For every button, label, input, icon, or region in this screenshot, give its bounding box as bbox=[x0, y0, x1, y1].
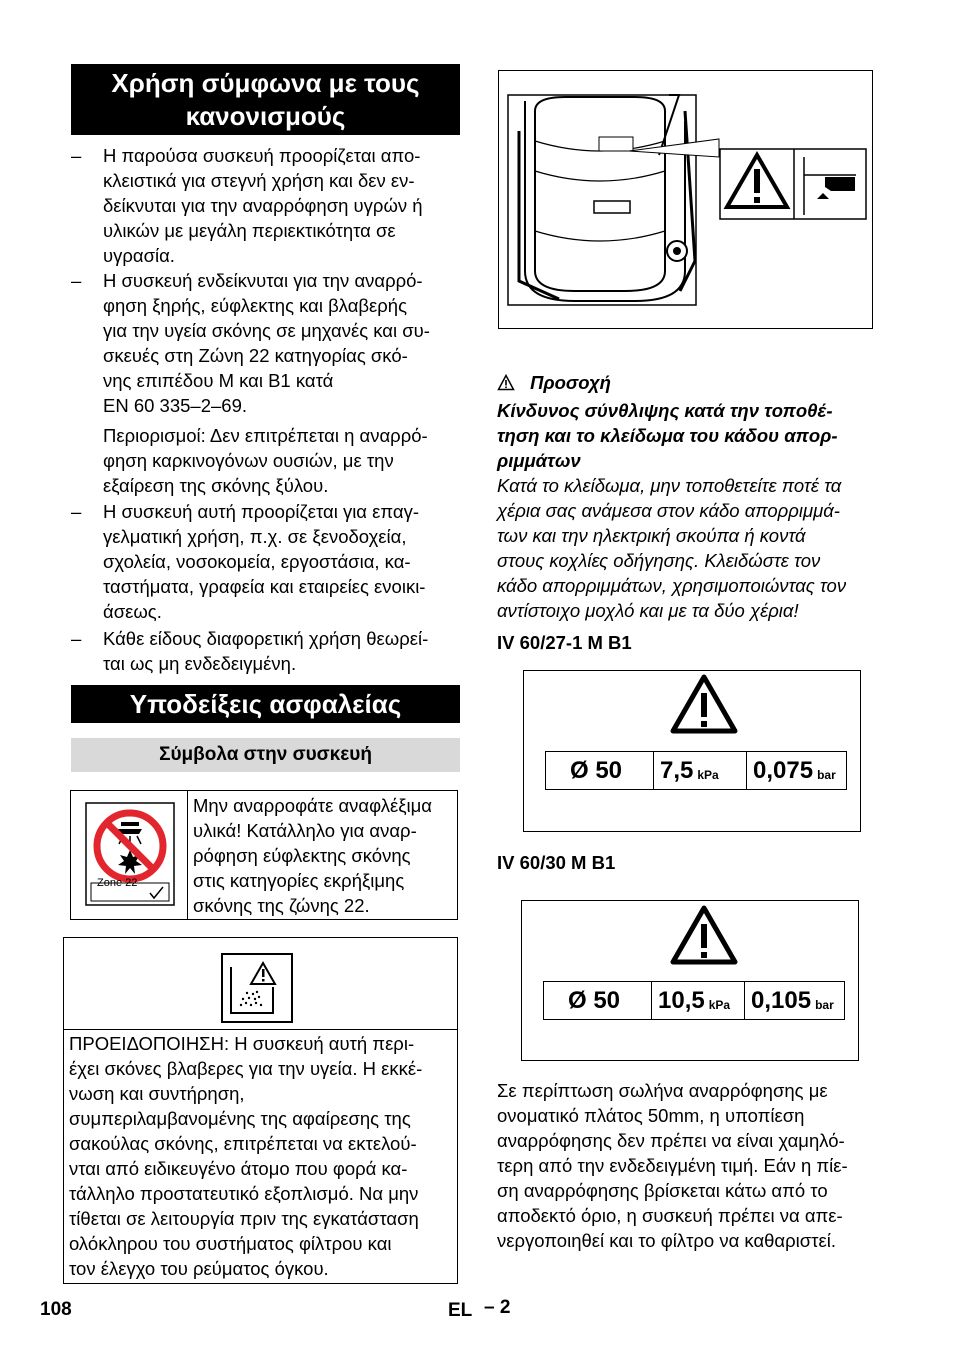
text-line: φηση καρκινογόνων ουσιών, με την bbox=[103, 450, 394, 471]
list-dash: – bbox=[71, 270, 82, 291]
page-number: 108 bbox=[40, 1299, 72, 1320]
warning-text bbox=[69, 1031, 457, 1281]
text-line: υλικών με μεγάλη περιεκτικότητα σε bbox=[103, 220, 396, 241]
warning-triangle-icon bbox=[497, 372, 517, 397]
text-line: συμπεριλαμβανομένης της αφαίρεσης της bbox=[69, 1108, 411, 1129]
text-line: ριμμάτων bbox=[497, 450, 581, 471]
model-2-label bbox=[521, 900, 859, 1061]
heading-intended-use bbox=[71, 64, 460, 135]
text-line: Η συσκευή αυτή προορίζεται για επαγ- bbox=[103, 501, 419, 522]
caution-subtitle bbox=[497, 398, 887, 473]
bin-locking-illustration bbox=[498, 70, 873, 329]
text-line: τίθεται σε λειτουργία πριν της εγκατάσταση bbox=[69, 1208, 419, 1229]
list-item bbox=[71, 268, 466, 418]
list-item bbox=[71, 626, 466, 676]
language-code: EL bbox=[448, 1300, 473, 1321]
caution-heading bbox=[497, 370, 611, 397]
model-1-kpa: 7,5 kPa bbox=[654, 752, 747, 789]
text-line: για την υγεία σκόνης σε μηχανές και συ- bbox=[103, 320, 430, 341]
list-item-text bbox=[103, 626, 468, 676]
subheading-device-symbols: Σύμβολα στην συσκευή bbox=[71, 738, 460, 772]
symbol-description bbox=[193, 793, 455, 918]
text-line: Κίνδυνος σύνθλιψης κατά την τοποθέ- bbox=[497, 400, 833, 421]
model-2-bar: 0,105 bar bbox=[751, 986, 834, 1014]
page-sub-number: – 2 bbox=[484, 1297, 511, 1318]
model-1-name: IV 60/27-1 M B1 bbox=[497, 632, 632, 653]
text-line: υγρασία. bbox=[103, 245, 175, 266]
text-line: Περιορισμοί: Δεν επιτρέπεται η αναρρό- bbox=[103, 425, 428, 446]
text-line: εξαίρεση της σκόνης ξύλου. bbox=[103, 475, 329, 496]
text-line: φηση ξηρής, εύφλεκτης και βλαβερής bbox=[103, 295, 408, 316]
list-item-text bbox=[103, 268, 468, 418]
warning-triangle-icon bbox=[668, 673, 740, 737]
warning-box bbox=[63, 937, 458, 1284]
model-1-bar: 0,075 bar bbox=[753, 756, 836, 784]
list-item-text bbox=[103, 423, 468, 498]
text-line: Μην αναρροφάτε αναφλέξιμα bbox=[193, 795, 432, 816]
list-item-text bbox=[103, 499, 468, 624]
symbol-box bbox=[70, 790, 458, 920]
text-line: σχολεία, νοσοκομεία, εργοστάσια, κα- bbox=[103, 551, 411, 572]
text-line: EN 60 335–2–69. bbox=[103, 395, 248, 416]
text-line: γελματική χρήση, π.χ. σε ξενοδοχεία, bbox=[103, 526, 407, 547]
heading-line-2: κανονισμούς bbox=[185, 101, 346, 131]
list-item bbox=[71, 423, 466, 498]
text-line: νης επιπέδου M και B1 κατά bbox=[103, 370, 334, 391]
list-dash: – bbox=[71, 628, 82, 649]
text-line: νεργοποιηθεί και το φίλτρο να καθαριστεί. bbox=[497, 1230, 836, 1251]
text-line: στις κατηγορίες εκρήξιμης bbox=[193, 870, 405, 891]
text-line: υλικά! Κατάλληλο για αναρ- bbox=[193, 820, 417, 841]
text-line: αποδεκτό όριο, η συσκευή πρέπει να απε- bbox=[497, 1205, 843, 1226]
model-2-name: IV 60/30 M B1 bbox=[497, 852, 616, 873]
zone-label: Zone 22 bbox=[97, 877, 138, 889]
text-line: ση αναρρόφησης βρίσκεται κάτω από το bbox=[497, 1180, 828, 1201]
text-line: Η παρούσα συσκευή προορίζεται απο- bbox=[103, 145, 421, 166]
list-item bbox=[71, 143, 466, 268]
model-2-diameter: Ø 50 bbox=[544, 982, 652, 1019]
suction-pressure-note bbox=[497, 1078, 892, 1253]
text-line: ΠΡΟΕΙΔΟΠΟΙΗΣΗ: Η συσκευή αυτή περι- bbox=[69, 1033, 415, 1054]
model-1-label bbox=[523, 670, 861, 832]
text-line: έχει σκόνες βλαβερες για την υγεία. Η εκκέ- bbox=[69, 1058, 423, 1079]
text-line: νται από ειδικευγένο άτομο που φορά κα- bbox=[69, 1158, 408, 1179]
text-line: στους κοχλίες οδήγησης. Κλειδώστε τον bbox=[497, 550, 821, 571]
text-line: σακούλας σκόνης, επιτρέπεται να εκτελού- bbox=[69, 1133, 417, 1154]
text-line: σκευές στη Ζώνη 22 κατηγορίας σκό- bbox=[103, 345, 408, 366]
warning-triangle-icon bbox=[668, 904, 740, 968]
text-line: Κάθε είδους διαφορετική χρήση θεωρεί- bbox=[103, 628, 429, 649]
text-line: ολόκληρου του συστήματος φίλτρου και bbox=[69, 1233, 392, 1254]
list-item bbox=[71, 499, 466, 624]
model-2-kpa: 10,5 kPa bbox=[652, 982, 745, 1019]
box-divider bbox=[64, 1029, 457, 1030]
text-line: τάλληλο προστατευτικό εξοπλισμό. Να μην bbox=[69, 1183, 419, 1204]
text-line: άσεως. bbox=[103, 601, 162, 622]
caution-title: Προσοχή bbox=[530, 372, 611, 393]
text-line: κάδο απορριμμάτων, χρησιμοποιώντας τον bbox=[497, 575, 847, 596]
heading-safety: Υποδείξεις ασφαλείας bbox=[71, 685, 460, 723]
list-dash: – bbox=[71, 145, 82, 166]
symbol-divider bbox=[187, 791, 188, 919]
text-line: ταστήματα, γραφεία και εταιρείες ενοικι- bbox=[103, 576, 426, 597]
text-line: Η συσκευή ενδείκνυται για την αναρρό- bbox=[103, 270, 423, 291]
text-line: των και την ηλεκτρική σκούπα ή κοντά bbox=[497, 525, 806, 546]
text-line: νωση και συντήρηση, bbox=[69, 1083, 245, 1104]
text-line: αναρρόφησης δεν πρέπει να είναι χαμηλό- bbox=[497, 1130, 845, 1151]
model-2-spec-row bbox=[543, 981, 845, 1020]
text-line: σκόνης της ζώνης 22. bbox=[193, 895, 370, 916]
caution-text bbox=[497, 473, 887, 623]
model-1-diameter: Ø 50 bbox=[546, 752, 654, 789]
text-line: τον έλεγχο του ρεύματος όγκου. bbox=[69, 1258, 329, 1279]
text-line: χέρια σας ανάμεσα στον κάδο απορριμμά- bbox=[497, 500, 840, 521]
text-line: Κατά το κλείδωμα, μην τοποθετείτε ποτέ τα bbox=[497, 475, 842, 496]
heading-line-1: Χρήση σύμφωνα με τους bbox=[111, 68, 420, 98]
text-line: τηση και το κλείδωμα του κάδου απορ- bbox=[497, 425, 838, 446]
dust-container-warning-icon bbox=[221, 953, 293, 1023]
text-line: αντίστοιχο μοχλό και με τα δύο χέρια! bbox=[497, 600, 799, 621]
text-line: ονοματικό πλάτος 50mm, η υποπίεση bbox=[497, 1105, 805, 1126]
no-flammable-zone22-icon bbox=[85, 802, 175, 906]
text-line: ται ως μη ενδεδειγμένη. bbox=[103, 653, 297, 674]
list-dash: – bbox=[71, 501, 82, 522]
text-line: δείκνυται για την αναρρόφηση υγρών ή bbox=[103, 195, 423, 216]
list-item-text bbox=[103, 143, 468, 268]
model-1-spec-row bbox=[545, 751, 847, 790]
text-line: Σε περίπτωση σωλήνα αναρρόφησης με bbox=[497, 1080, 828, 1101]
text-line: τερη από την ενδεδειγμένη τιμή. Εάν η πίε- bbox=[497, 1155, 848, 1176]
text-line: κλειστικά για στεγνή χρήση και δεν εν- bbox=[103, 170, 415, 191]
text-line: ρόφηση εύφλεκτης σκόνης bbox=[193, 845, 411, 866]
